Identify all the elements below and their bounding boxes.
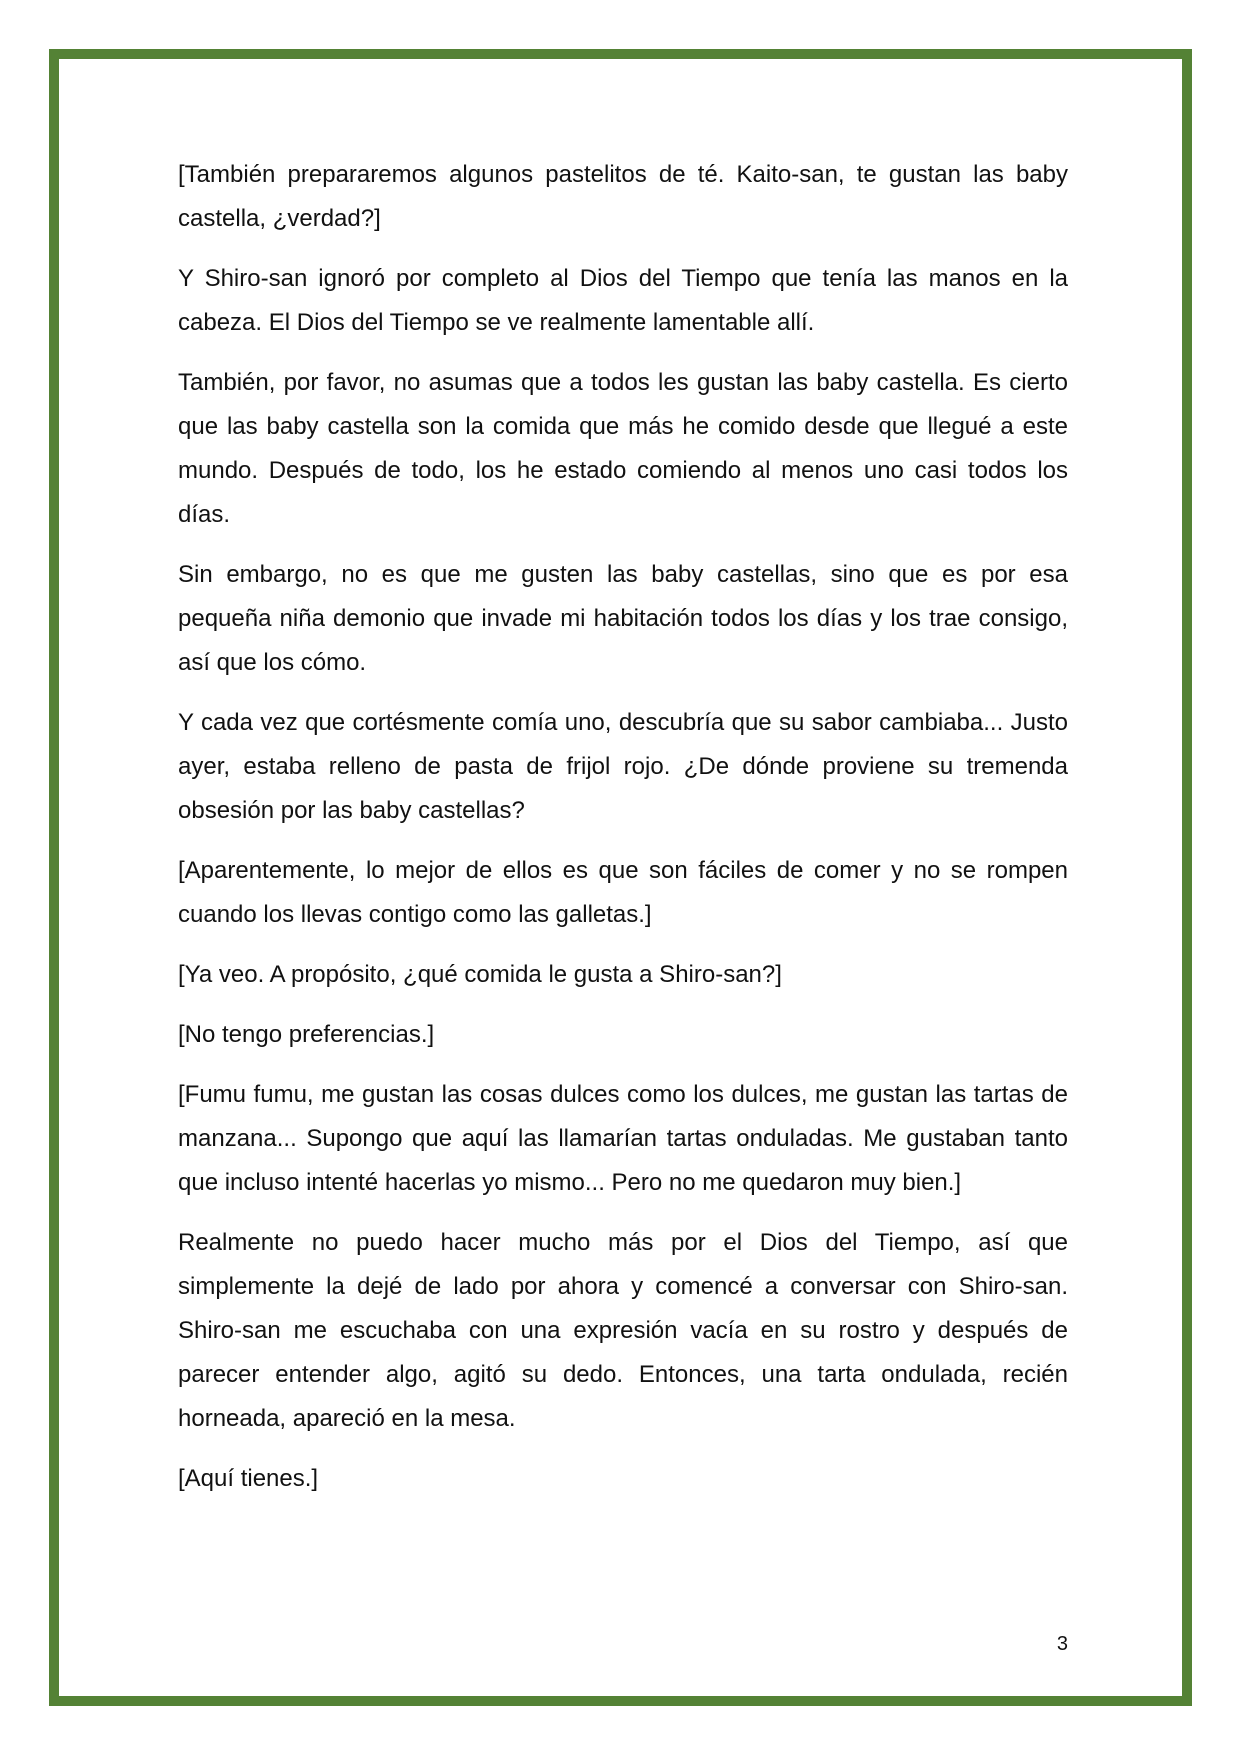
paragraph: [Ya veo. A propósito, ¿qué comida le gusta a Shiro-san?] (178, 961, 782, 988)
paragraph: También, por favor, no asumas que a todos les gustan las baby castella. Es cierto que las baby castella son la comida que más he comido desde que llegué a este mundo. Después de todo, los he estado comiendo al menos uno casi todos los días. (178, 369, 1068, 528)
paragraph: [No tengo preferencias.] (178, 1021, 435, 1048)
document-body (178, 153, 1068, 1517)
paragraph: [También prepararemos algunos pastelitos de té. Kaito-san, te gustan las baby castella, ¿verdad?] (178, 161, 1068, 232)
paragraph: Realmente no puedo hacer mucho más por el Dios del Tiempo, así que simplemente la dejé de lado por ahora y comencé a conversar con Shiro-san. Shiro-san me escuchaba con una expresión vacía en su rostro y después de parecer entender algo, agitó su dedo. Entonces, una tarta ondulada, recién horneada, apareció en la mesa. (178, 1229, 1068, 1432)
paragraph: Y Shiro-san ignoró por completo al Dios del Tiempo que tenía las manos en la cabeza. El Dios del Tiempo se ve realmente lamentable allí. (178, 265, 1068, 336)
page-number: 3 (1056, 1633, 1068, 1655)
paragraph: [Aparentemente, lo mejor de ellos es que son fáciles de comer y no se rompen cuando los llevas contigo como las galletas.] (178, 857, 1068, 928)
paragraph: [Aquí tienes.] (178, 1465, 319, 1492)
paragraph: [Fumu fumu, me gustan las cosas dulces como los dulces, me gustan las tartas de manzana... Supongo que aquí las llamarían tartas onduladas. Me gustaban tanto que incluso intenté hacerlas yo mismo... Pero no me quedaron muy bien.] (178, 1081, 1068, 1196)
paragraph: Y cada vez que cortésmente comía uno, descubría que su sabor cambiaba... Justo ayer, estaba relleno de pasta de frijol rojo. ¿De dónde proviene su tremenda obsesión por las baby castellas? (178, 709, 1068, 824)
paragraph: Sin embargo, no es que me gusten las baby castellas, sino que es por esa pequeña niña demonio que invade mi habitación todos los días y los trae consigo, así que los cómo. (178, 561, 1068, 676)
